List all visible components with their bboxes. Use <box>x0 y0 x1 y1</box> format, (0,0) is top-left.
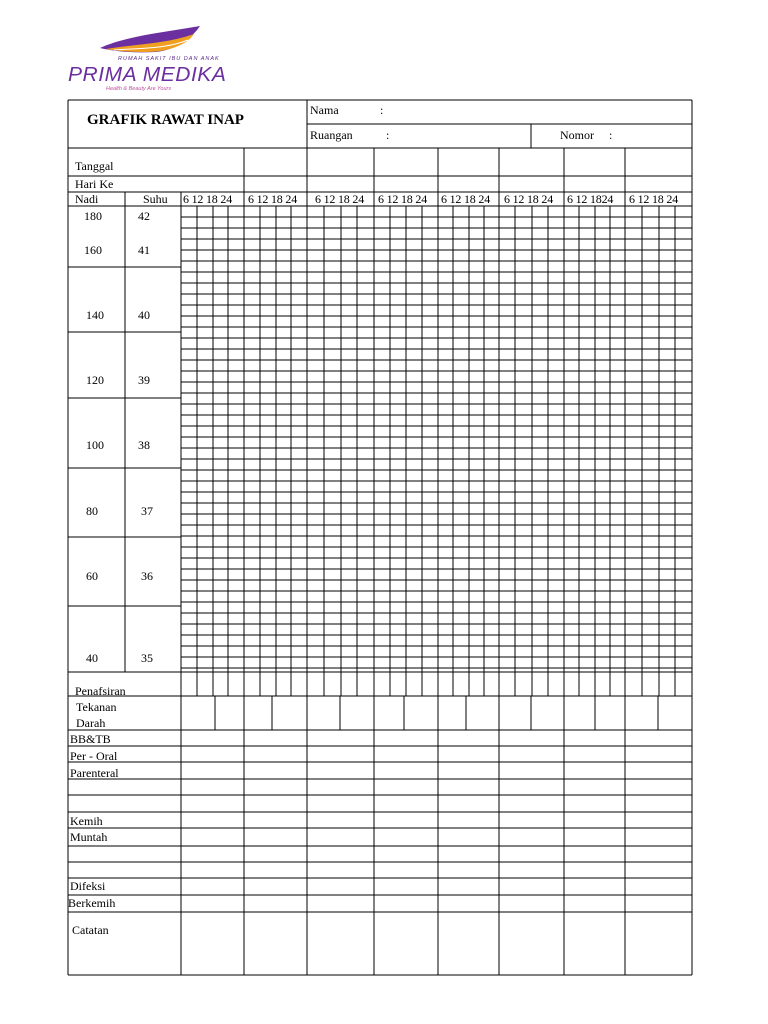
logo-subtitle: RUMAH SAKIT IBU DAN ANAK <box>118 56 220 62</box>
hour-ticks-day-5: 6 12 18 24 <box>441 192 491 206</box>
kemih-label: Kemih <box>70 814 103 828</box>
muntah-label: Muntah <box>70 830 108 844</box>
suhu-35: 35 <box>141 651 153 665</box>
suhu-40: 40 <box>138 308 150 322</box>
berkemih-label: Berkemih <box>68 896 116 910</box>
nadi-100: 100 <box>86 438 104 452</box>
logo-tagline: Health & Beauty Are Yours <box>106 86 172 92</box>
parenteral-label: Parenteral <box>70 766 119 780</box>
hour-ticks-day-8: 6 12 18 24 <box>629 192 679 206</box>
nadi-180: 180 <box>84 209 102 223</box>
difeksi-label: Difeksi <box>70 879 106 893</box>
nomor-colon: : <box>609 128 613 142</box>
suhu-37: 37 <box>141 504 153 518</box>
suhu-36: 36 <box>141 569 153 583</box>
hour-ticks-day-1: 6 12 18 24 <box>183 192 233 206</box>
suhu-label: Suhu <box>143 192 168 206</box>
hour-ticks-day-4: 6 12 18 24 <box>378 192 428 206</box>
logo-name: PRIMA MEDIKA <box>68 64 227 86</box>
nama-label: Nama <box>310 103 339 117</box>
nadi-60: 60 <box>86 569 98 583</box>
hour-ticks-day-6: 6 12 18 24 <box>504 192 554 206</box>
nama-colon: : <box>380 103 384 117</box>
hour-ticks-day-3: 6 12 18 24 <box>315 192 365 206</box>
nadi-40: 40 <box>86 651 98 665</box>
hour-ticks-day-2: 6 12 18 24 <box>248 192 298 206</box>
per-oral-label: Per - Oral <box>70 749 118 763</box>
tekanan-label: Tekanan <box>76 700 117 714</box>
nama-field[interactable] <box>388 102 688 122</box>
nadi-label: Nadi <box>75 192 99 206</box>
nomor-label: Nomor <box>560 128 594 142</box>
suhu-38: 38 <box>138 438 150 452</box>
ruangan-label: Ruangan <box>310 128 353 142</box>
nadi-120: 120 <box>86 373 104 387</box>
ruangan-field[interactable] <box>394 126 528 146</box>
form-title: GRAFIK RAWAT INAP <box>87 112 244 128</box>
suhu-42: 42 <box>138 209 150 223</box>
tanggal-label: Tanggal <box>75 159 114 173</box>
ruangan-colon: : <box>386 128 390 142</box>
suhu-41: 41 <box>138 243 150 257</box>
nadi-140: 140 <box>86 308 104 322</box>
hari-ke-label: Hari Ke <box>75 177 114 191</box>
catatan-label: Catatan <box>72 923 109 937</box>
nomor-field[interactable] <box>617 126 687 146</box>
hour-ticks-day-7: 6 12 1824 <box>567 192 614 206</box>
bbtb-label: BB&TB <box>70 732 111 746</box>
darah-label: Darah <box>76 716 106 730</box>
nadi-80: 80 <box>86 504 98 518</box>
suhu-39: 39 <box>138 373 150 387</box>
penafsiran-label: Penafsiran <box>75 684 126 698</box>
nadi-160: 160 <box>84 243 102 257</box>
